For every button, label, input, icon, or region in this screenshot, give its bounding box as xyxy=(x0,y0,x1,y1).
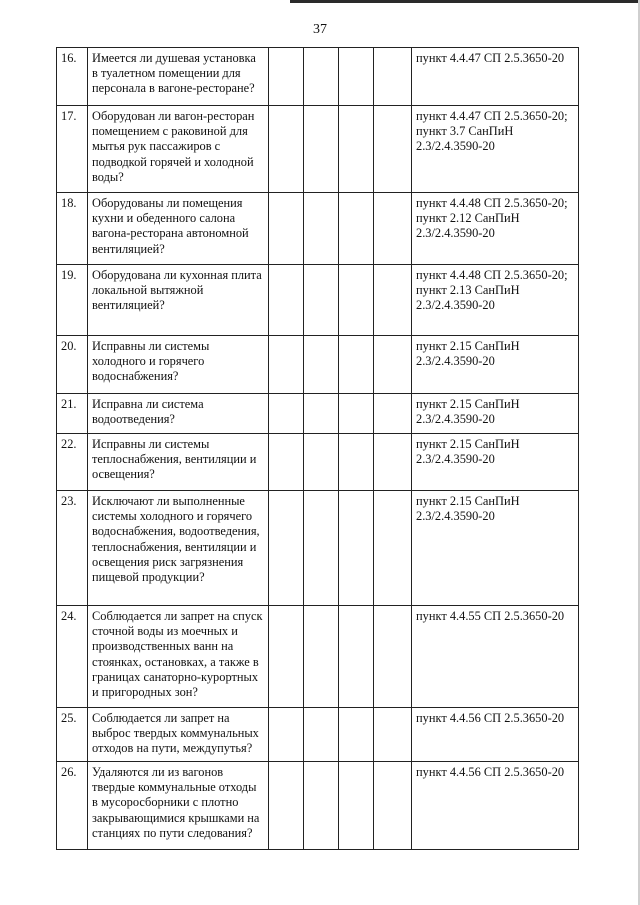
answer-cell xyxy=(304,193,339,265)
reference-text: пункт 2.15 СанПиН 2.3/2.4.3590-20 xyxy=(412,394,579,434)
answer-cell xyxy=(374,48,412,106)
reference-text: пункт 4.4.47 СП 2.5.3650-20; пункт 3.7 СанПиН 2.3/2.4.3590-20 xyxy=(412,106,579,193)
answer-cell xyxy=(269,606,304,708)
row-number: 24. xyxy=(57,606,88,708)
answer-cell xyxy=(374,193,412,265)
reference-text: пункт 4.4.48 СП 2.5.3650-20; пункт 2.13 СанПиН 2.3/2.4.3590-20 xyxy=(412,265,579,336)
answer-cell xyxy=(339,193,374,265)
answer-cell xyxy=(269,106,304,193)
table-row xyxy=(57,193,579,265)
row-number: 20. xyxy=(57,336,88,394)
row-number: 25. xyxy=(57,708,88,762)
question-text: Исправна ли система водоотведения? xyxy=(88,394,269,434)
table-row xyxy=(57,48,579,106)
row-number: 23. xyxy=(57,491,88,606)
answer-cell xyxy=(374,106,412,193)
answer-cell xyxy=(304,48,339,106)
answer-cell xyxy=(339,48,374,106)
table-row xyxy=(57,434,579,491)
answer-cell xyxy=(374,265,412,336)
row-number: 26. xyxy=(57,762,88,850)
question-text: Оборудованы ли помещения кухни и обеденного салона вагона-ресторана автономной вентиляцией? xyxy=(88,193,269,265)
answer-cell xyxy=(304,265,339,336)
answer-cell xyxy=(374,394,412,434)
table-row xyxy=(57,762,579,850)
reference-text: пункт 4.4.48 СП 2.5.3650-20; пункт 2.12 СанПиН 2.3/2.4.3590-20 xyxy=(412,193,579,265)
answer-cell xyxy=(269,434,304,491)
answer-cell xyxy=(269,193,304,265)
row-number: 21. xyxy=(57,394,88,434)
row-number: 18. xyxy=(57,193,88,265)
answer-cell xyxy=(304,434,339,491)
answer-cell xyxy=(339,394,374,434)
question-text: Соблюдается ли запрет на выброс твердых коммунальных отходов на пути, междупутья? xyxy=(88,708,269,762)
page-number: 37 xyxy=(313,22,327,37)
question-text: Исправны ли системы теплоснабжения, вентиляции и освещения? xyxy=(88,434,269,491)
reference-text: пункт 4.4.47 СП 2.5.3650-20 xyxy=(412,48,579,106)
answer-cell xyxy=(269,48,304,106)
answer-cell xyxy=(269,762,304,850)
answer-cell xyxy=(304,491,339,606)
question-text: Оборудована ли кухонная плита локальной вытяжной вентиляцией? xyxy=(88,265,269,336)
reference-text: пункт 4.4.56 СП 2.5.3650-20 xyxy=(412,708,579,762)
answer-cell xyxy=(339,336,374,394)
answer-cell xyxy=(304,762,339,850)
reference-text: пункт 2.15 СанПиН 2.3/2.4.3590-20 xyxy=(412,491,579,606)
answer-cell xyxy=(304,606,339,708)
answer-cell xyxy=(304,106,339,193)
question-text: Имеется ли душевая установка в туалетном помещении для персонала в вагоне-ресторане? xyxy=(88,48,269,106)
question-text: Исправны ли системы холодного и горячего водоснабжения? xyxy=(88,336,269,394)
answer-cell xyxy=(304,336,339,394)
answer-cell xyxy=(374,336,412,394)
answer-cell xyxy=(269,265,304,336)
answer-cell xyxy=(269,394,304,434)
answer-cell xyxy=(374,434,412,491)
answer-cell xyxy=(339,606,374,708)
answer-cell xyxy=(339,434,374,491)
answer-cell xyxy=(374,762,412,850)
reference-text: пункт 4.4.56 СП 2.5.3650-20 xyxy=(412,762,579,850)
scan-edge xyxy=(290,0,640,3)
answer-cell xyxy=(339,265,374,336)
table-row xyxy=(57,336,579,394)
answer-cell xyxy=(374,708,412,762)
answer-cell xyxy=(339,762,374,850)
table-row xyxy=(57,708,579,762)
table-row xyxy=(57,394,579,434)
reference-text: пункт 2.15 СанПиН 2.3/2.4.3590-20 xyxy=(412,336,579,394)
table-row xyxy=(57,491,579,606)
answer-cell xyxy=(304,708,339,762)
question-text: Исключают ли выполненные системы холодного и горячего водоснабжения, водоотведения, теплоснабжения, вентиляции и освещения риск загрязнения пищевой продукции? xyxy=(88,491,269,606)
row-number: 22. xyxy=(57,434,88,491)
question-text: Оборудован ли вагон-ресторан помещением с раковиной для мытья рук пассажиров с подводкой горячей и холодной воды? xyxy=(88,106,269,193)
table-row xyxy=(57,106,579,193)
question-text: Соблюдается ли запрет на спуск сточной воды из моечных и производственных ванн на стоянках, остановках, а также в границах санаторно-курортных и пригородных зон? xyxy=(88,606,269,708)
answer-cell xyxy=(339,491,374,606)
reference-text: пункт 2.15 СанПиН 2.3/2.4.3590-20 xyxy=(412,434,579,491)
row-number: 16. xyxy=(57,48,88,106)
answer-cell xyxy=(269,491,304,606)
answer-cell xyxy=(374,491,412,606)
answer-cell xyxy=(374,606,412,708)
row-number: 17. xyxy=(57,106,88,193)
answer-cell xyxy=(269,708,304,762)
table-row xyxy=(57,606,579,708)
answer-cell xyxy=(269,336,304,394)
answer-cell xyxy=(304,394,339,434)
answer-cell xyxy=(339,106,374,193)
answer-cell xyxy=(339,708,374,762)
question-text: Удаляются ли из вагонов твердые коммунальные отходы в мусоросборники с плотно закрывающимися крышками на станциях по пути следования? xyxy=(88,762,269,850)
row-number: 19. xyxy=(57,265,88,336)
checklist-table xyxy=(56,47,579,850)
table-row xyxy=(57,265,579,336)
reference-text: пункт 4.4.55 СП 2.5.3650-20 xyxy=(412,606,579,708)
